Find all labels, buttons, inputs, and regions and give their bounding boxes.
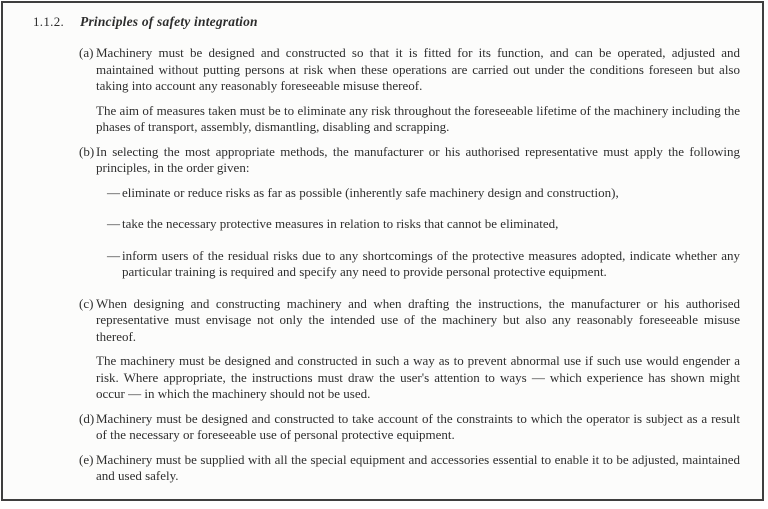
clause-a (79, 45, 740, 136)
clause-label: (e) (79, 451, 94, 467)
clause-e (79, 452, 740, 485)
clause-paragraph: When designing and constructing machinery and when drafting the instructions, the manufacturer or his authorised representative must envisage not only the intended use of the machinery but also any reasonably foreseeable misuse thereof. (96, 295, 740, 344)
page-frame (1, 1, 764, 501)
dash-item (107, 216, 740, 233)
section-number: 1.1.2. (33, 14, 65, 29)
dash-item-text: eliminate or reduce risks as far as possible (inherently safe machinery design and construction), (122, 184, 619, 200)
dash-marker: — (107, 216, 120, 231)
clause-paragraph: Machinery must be designed and constructed so that it is fitted for its function, and can be operated, adjusted and maintained without putting persons at risk when these operations are carried out under the conditions foreseen but also taking into account any reasonably foreseeable misuse thereof. (96, 45, 740, 93)
clause-label: (a) (79, 45, 94, 60)
dash-item-text: inform users of the residual risks due to any shortcomings of the protective measures adopted, indicate whether any particular training is required and specify any need to provide personal protective equipment. (122, 247, 740, 279)
dash-item (107, 185, 740, 202)
clause-paragraph: Machinery must be designed and constructed to take account of the constraints to which the operator is subject as a result of the necessary or foreseeable use of personal protective equipment. (96, 410, 740, 442)
clause-label: (b) (79, 143, 95, 159)
clause-paragraph: Machinery must be supplied with all the special equipment and accessories essential to enable it to be adjusted, maintained and used safely. (96, 451, 740, 483)
dash-item (107, 248, 740, 281)
section-heading (33, 14, 740, 30)
dash-marker: — (107, 184, 120, 200)
clause-label: (d) (79, 410, 95, 426)
clause-label: (c) (79, 295, 94, 311)
document-body (3, 45, 762, 485)
dash-marker: — (107, 247, 120, 263)
clause-paragraph: The machinery must be designed and constructed in such a way as to prevent abnormal use if such use would engender a risk. Where appropriate, the instructions must draw the user's attention to ways — which experience has shown might occur — in which the machinery should not be used. (96, 353, 740, 401)
clause-paragraph: The aim of measures taken must be to eliminate any risk throughout the foreseeable lifetime of the machinery including the phases of transport, assembly, dismantling, disabling and scrapping. (96, 102, 740, 134)
dash-item-text: take the necessary protective measures in relation to risks that cannot be eliminated, (122, 216, 559, 231)
clause-b (79, 144, 740, 281)
dash-list (107, 185, 740, 281)
clause-c (79, 296, 740, 403)
clause-d (79, 411, 740, 444)
clause-paragraph: In selecting the most appropriate methods, the manufacturer or his authorised representative must apply the following principles, in the order given: (96, 143, 740, 175)
section-title: Principles of safety integration (80, 14, 258, 29)
